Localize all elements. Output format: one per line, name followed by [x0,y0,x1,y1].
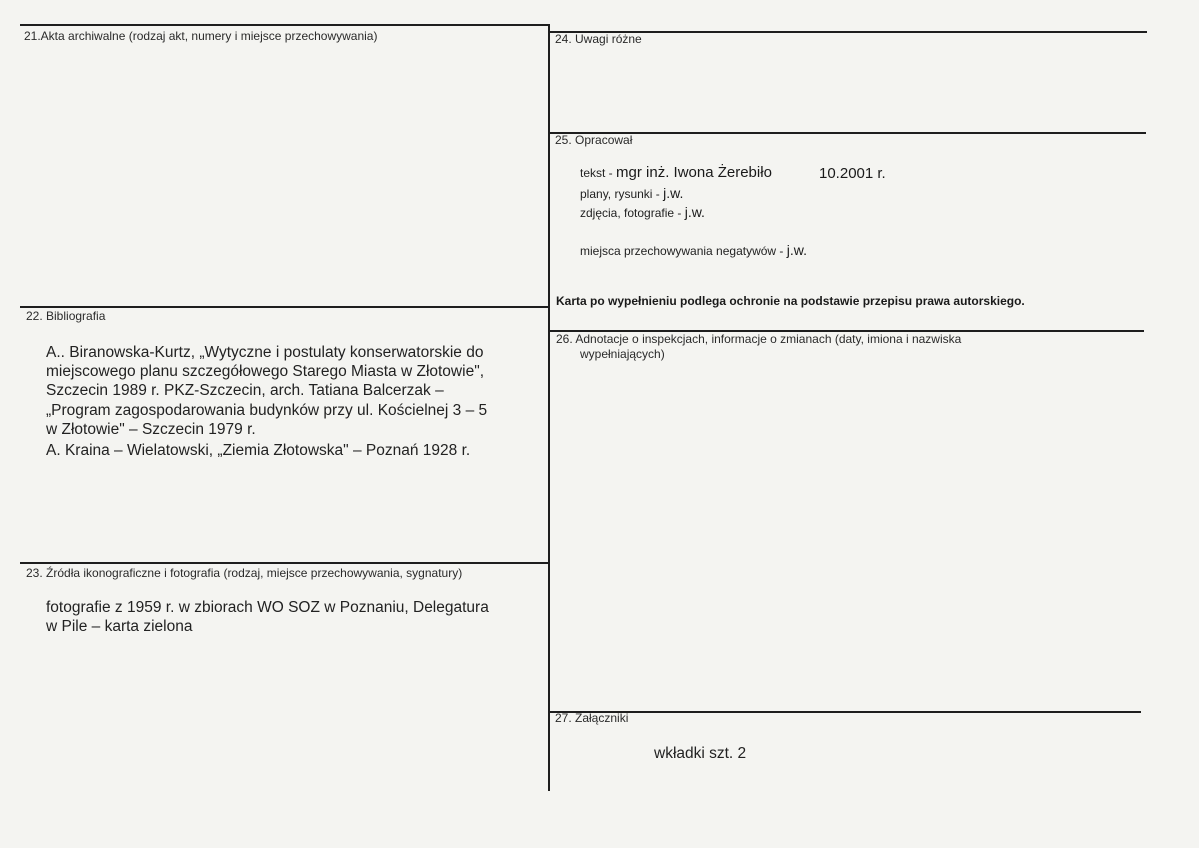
plany-row [580,185,683,203]
bibliography-line: A.. Biranowska-Kurtz, „Wytyczne i postulaty konserwatorskie do [46,344,484,361]
section-23-label: 23. Źródła ikonograficzne i fotografia (rodzaj, miejsce przechowywania, sygnatury) [26,566,463,580]
tekst-row [580,164,772,182]
top-border [20,24,548,26]
bibliography-line: „Program zagospodarowania budynków przy ul. Kościelnej 3 – 5 [46,402,488,419]
author-name: mgr inż. Iwona Żerebiło [616,164,772,181]
zdjecia-row [580,204,705,222]
divider-25 [549,132,1146,134]
section-26-label: 26. Adnotacje o inspekcjach, informacje o zmianach (daty, imiona i nazwiska [556,332,962,346]
divider-23 [20,562,548,564]
plany-prefix: plany, rysunki - [580,187,664,201]
section-26-label-cont: wypełniających) [580,347,665,361]
bibliography-line: w Złotowie" – Szczecin 1979 r. [46,421,256,438]
bibliography-line: A. Kraina – Wielatowski, „Ziemia Złotowska" – Poznań 1928 r. [46,442,471,459]
copyright-notice: Karta po wypełnieniu podlega ochronie na podstawie przepisu prawa autorskiego. [556,294,1025,308]
iconography-line: fotografie z 1959 r. w zbiorach WO SOZ w Poznaniu, Delegatura [46,599,489,616]
zdjecia-value: j.w. [684,204,705,220]
divider-22 [20,306,548,308]
section-24-label: 24. Uwagi różne [555,32,642,46]
tekst-prefix: tekst - [580,166,617,180]
center-divider [548,24,550,791]
section-27-label: 27. Załączniki [555,711,629,725]
bibliography-line: Szczecin 1989 r. PKZ-Szczecin, arch. Tatiana Balcerzak – [46,382,444,399]
miejsca-row [580,242,807,260]
section-22-label: 22. Bibliografia [26,309,106,323]
plany-value: j.w. [663,185,684,201]
section-21-label: 21.Akta archiwalne (rodzaj akt, numery i miejsce przechowywania) [24,29,378,43]
zdjecia-prefix: zdjęcia, fotografie - [580,206,685,220]
miejsca-value: j.w. [786,242,807,258]
miejsca-prefix: miejsca przechowywania negatywów - [580,244,787,258]
iconography-line: w Pile – karta zielona [46,618,193,635]
attachments-value: wkładki szt. 2 [654,745,747,762]
tekst-date: 10.2001 r. [819,165,886,182]
divider-27 [549,711,1141,713]
bibliography-line: miejscowego planu szczegółowego Starego Miasta w Złotowie", [46,363,484,380]
section-25-label: 25. Opracował [555,133,633,147]
